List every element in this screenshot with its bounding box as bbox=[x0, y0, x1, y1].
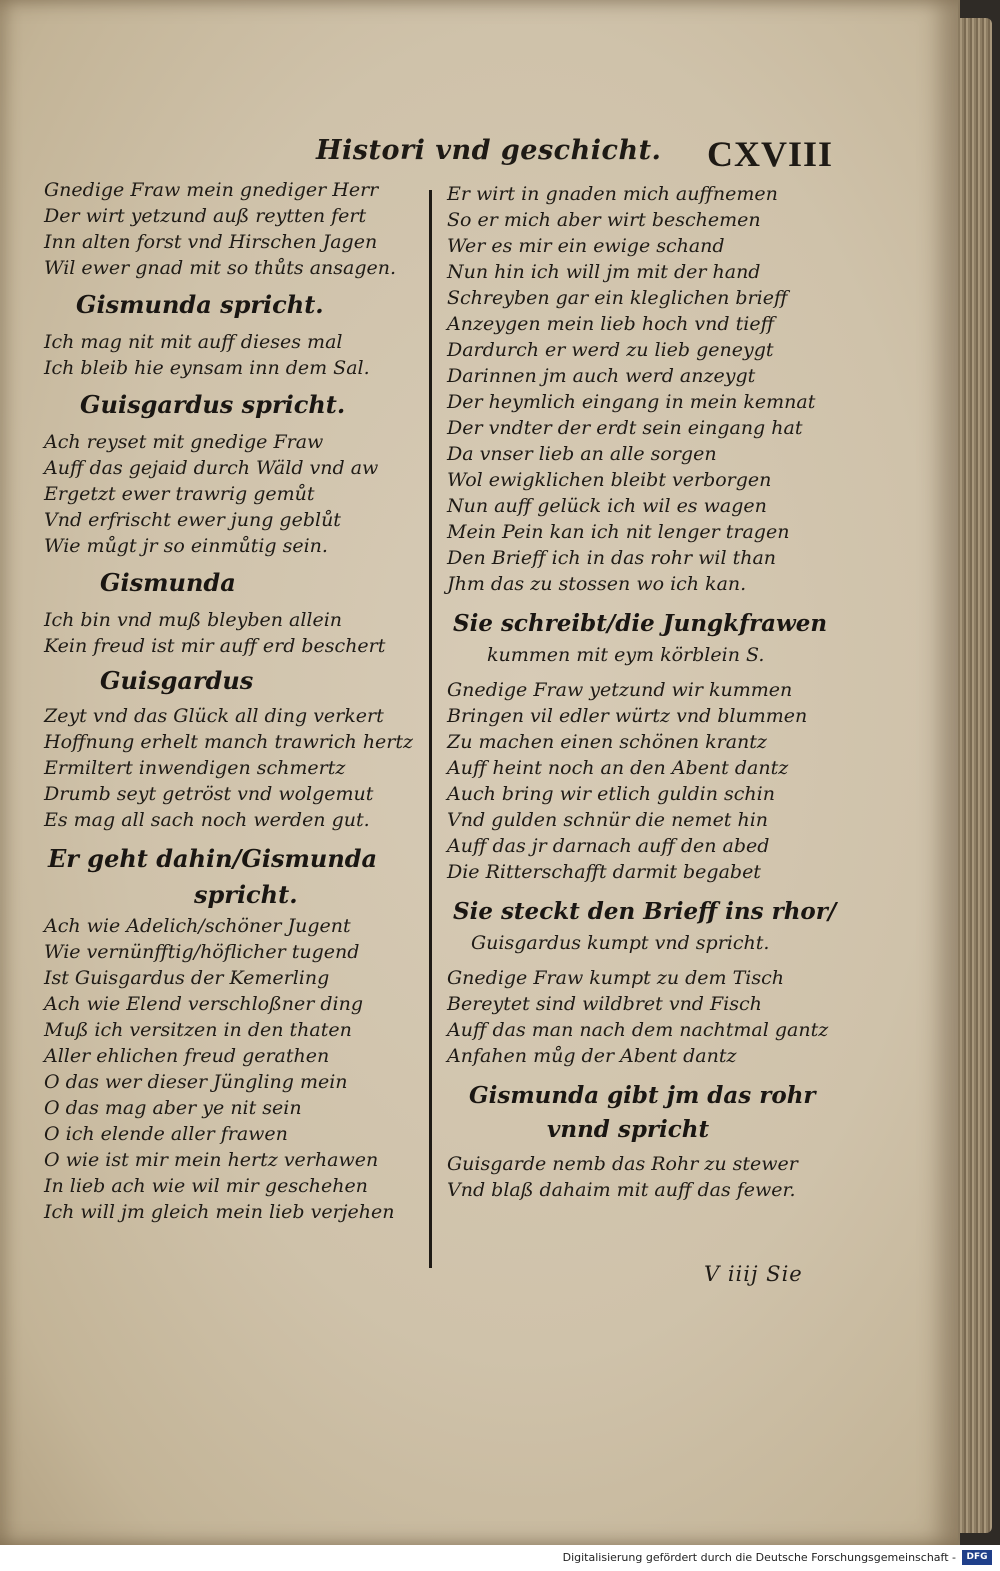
verse-line: Ach wie Adelich/schöner Jugent bbox=[44, 915, 351, 937]
verse-line: Auff das jr darnach auff den abed bbox=[447, 835, 770, 857]
verse-line: Der wirt yetzund auß reytten fert bbox=[44, 205, 367, 227]
speaker-heading: Gismunda spricht. bbox=[76, 290, 324, 319]
left-column bbox=[44, 177, 416, 1225]
speaker-heading: Gismunda bbox=[100, 568, 236, 597]
verse-line: O das mag aber ye nit sein bbox=[44, 1097, 302, 1119]
verse-line: Guisgarde nemb das Rohr zu stewer bbox=[447, 1153, 798, 1175]
verse-line: Nun hin ich will jm mit der hand bbox=[447, 261, 761, 283]
verse-line: Darinnen jm auch werd anzeygt bbox=[447, 365, 756, 387]
verse-line: Auff das man nach dem nachtmal gantz bbox=[447, 1019, 829, 1041]
verse-line: Mein Pein kan ich nit lenger tragen bbox=[447, 521, 790, 543]
verse-line: Vnd gulden schnür die nemet hin bbox=[447, 809, 769, 831]
funding-notice: Digitalisierung gefördert durch die Deutsche Forschungsgemeinschaft - bbox=[562, 1551, 956, 1564]
verse-line: Inn alten forst vnd Hirschen Jagen bbox=[44, 231, 378, 253]
verse-line: Bringen vil edler würtz vnd blummen bbox=[447, 705, 808, 727]
verse-line: Gnedige Fraw mein gnediger Herr bbox=[44, 179, 379, 201]
verse-line: O wie ist mir mein hertz verhawen bbox=[44, 1149, 379, 1171]
verse-line: Muß ich versitzen in den thaten bbox=[44, 1019, 352, 1041]
stage-direction-subheading: Guisgardus kumpt vnd spricht. bbox=[471, 932, 770, 954]
verse-line: Ich will jm gleich mein lieb verjehen bbox=[44, 1201, 395, 1223]
verse-line: Aller ehlichen freud gerathen bbox=[44, 1045, 330, 1067]
verse-line: Kein freud ist mir auff erd beschert bbox=[44, 635, 386, 657]
column-rule bbox=[429, 190, 432, 1268]
verse-line: Drumb seyt getröst vnd wolgemut bbox=[44, 783, 374, 805]
verse-line: O das wer dieser Jüngling mein bbox=[44, 1071, 348, 1093]
right-column bbox=[447, 181, 837, 1203]
verse-line: Gnedige Fraw yetzund wir kummen bbox=[447, 679, 793, 701]
verse-line: Es mag all sach noch werden gut. bbox=[44, 809, 370, 831]
verse-line: Hoffnung erhelt manch trawrich hertz bbox=[44, 731, 414, 753]
verse-line: Die Ritterschafft darmit begabet bbox=[447, 861, 761, 883]
speaker-heading: Guisgardus spricht. bbox=[80, 390, 346, 419]
folio-number: CXVIII bbox=[707, 134, 834, 174]
verse-line: Vnd erfrischt ewer jung geblůt bbox=[44, 509, 341, 531]
verse-line: Wol ewigklichen bleibt verborgen bbox=[447, 469, 772, 491]
verse-line: Anzeygen mein lieb hoch vnd tieff bbox=[447, 313, 775, 335]
verse-line: Da vnser lieb an alle sorgen bbox=[447, 443, 717, 465]
verse-line: Ich mag nit mit auff dieses mal bbox=[44, 331, 343, 353]
stage-direction-heading: spricht. bbox=[194, 880, 298, 909]
verse-line: Wil ewer gnad mit so thůts ansagen. bbox=[44, 257, 397, 279]
verse-line: Wer es mir ein ewige schand bbox=[447, 235, 725, 257]
verse-line: Schreyben gar ein kleglichen brieff bbox=[447, 287, 788, 309]
verse-line: Ach reyset mit gnedige Fraw bbox=[44, 431, 324, 453]
stage-direction-subheading: kummen mit eym körblein S. bbox=[487, 644, 765, 666]
verse-line: Der vndter der erdt sein eingang hat bbox=[447, 417, 803, 439]
stage-direction-heading: Er geht dahin/Gismunda bbox=[48, 844, 378, 873]
verse-line: Zeyt vnd das Glück all ding verkert bbox=[44, 705, 384, 727]
verse-line: Ach wie Elend verschloßner ding bbox=[44, 993, 364, 1015]
stage-direction-heading: Sie schreibt/die Jungkfrawen bbox=[453, 610, 828, 637]
footer-bar bbox=[0, 1545, 1000, 1571]
verse-line: Wie vernünfftig/höflicher tugend bbox=[44, 941, 360, 963]
verse-line: Der heymlich eingang in mein kemnat bbox=[447, 391, 816, 413]
signature-catchword: V iiij Sie bbox=[704, 1262, 803, 1286]
verse-line: Ich bleib hie eynsam inn dem Sal. bbox=[44, 357, 370, 379]
verse-line: Jhm das zu stossen wo ich kan. bbox=[447, 573, 747, 595]
verse-line: Ermiltert inwendigen schmertz bbox=[44, 757, 346, 779]
verse-line: Zu machen einen schönen krantz bbox=[447, 731, 767, 753]
verse-line: Vnd blaß dahaim mit auff das fewer. bbox=[447, 1179, 796, 1201]
dfg-logo-icon: DFG bbox=[962, 1550, 992, 1565]
verse-line: So er mich aber wirt beschemen bbox=[447, 209, 761, 231]
running-title: Histori vnd geschicht. bbox=[316, 135, 662, 166]
verse-line: Wie můgt jr so einmůtig sein. bbox=[44, 535, 328, 557]
verse-line: In lieb ach wie wil mir geschehen bbox=[44, 1175, 368, 1197]
verse-line: Gnedige Fraw kumpt zu dem Tisch bbox=[447, 967, 784, 989]
verse-line: Auff heint noch an den Abent dantz bbox=[447, 757, 789, 779]
verse-line: Bereytet sind wildbret vnd Fisch bbox=[447, 993, 762, 1015]
verse-line: Den Brieff ich in das rohr wil than bbox=[447, 547, 777, 569]
verse-line: Ich bin vnd muß bleyben allein bbox=[44, 609, 343, 631]
stage-direction-heading: Sie steckt den Brieff ins rhor/ bbox=[453, 898, 837, 925]
page-edge bbox=[958, 18, 992, 1533]
stage-direction-heading: vnnd spricht bbox=[547, 1116, 710, 1143]
verse-line: Ergetzt ewer trawrig gemůt bbox=[44, 483, 315, 505]
verse-line: Dardurch er werd zu lieb geneygt bbox=[447, 339, 774, 361]
verse-line: Anfahen můg der Abent dantz bbox=[447, 1045, 737, 1067]
verse-line: Nun auff gelück ich wil es wagen bbox=[447, 495, 767, 517]
speaker-heading: Guisgardus bbox=[100, 666, 254, 695]
verse-line: Auff das gejaid durch Wäld vnd aw bbox=[44, 457, 379, 479]
stage-direction-heading: Gismunda gibt jm das rohr bbox=[469, 1082, 816, 1109]
verse-line: Auch bring wir etlich guldin schin bbox=[447, 783, 775, 805]
verse-line: O ich elende aller frawen bbox=[44, 1123, 288, 1145]
verse-line: Ist Guisgardus der Kemerling bbox=[44, 967, 330, 989]
verse-line: Er wirt in gnaden mich auffnemen bbox=[447, 183, 778, 205]
